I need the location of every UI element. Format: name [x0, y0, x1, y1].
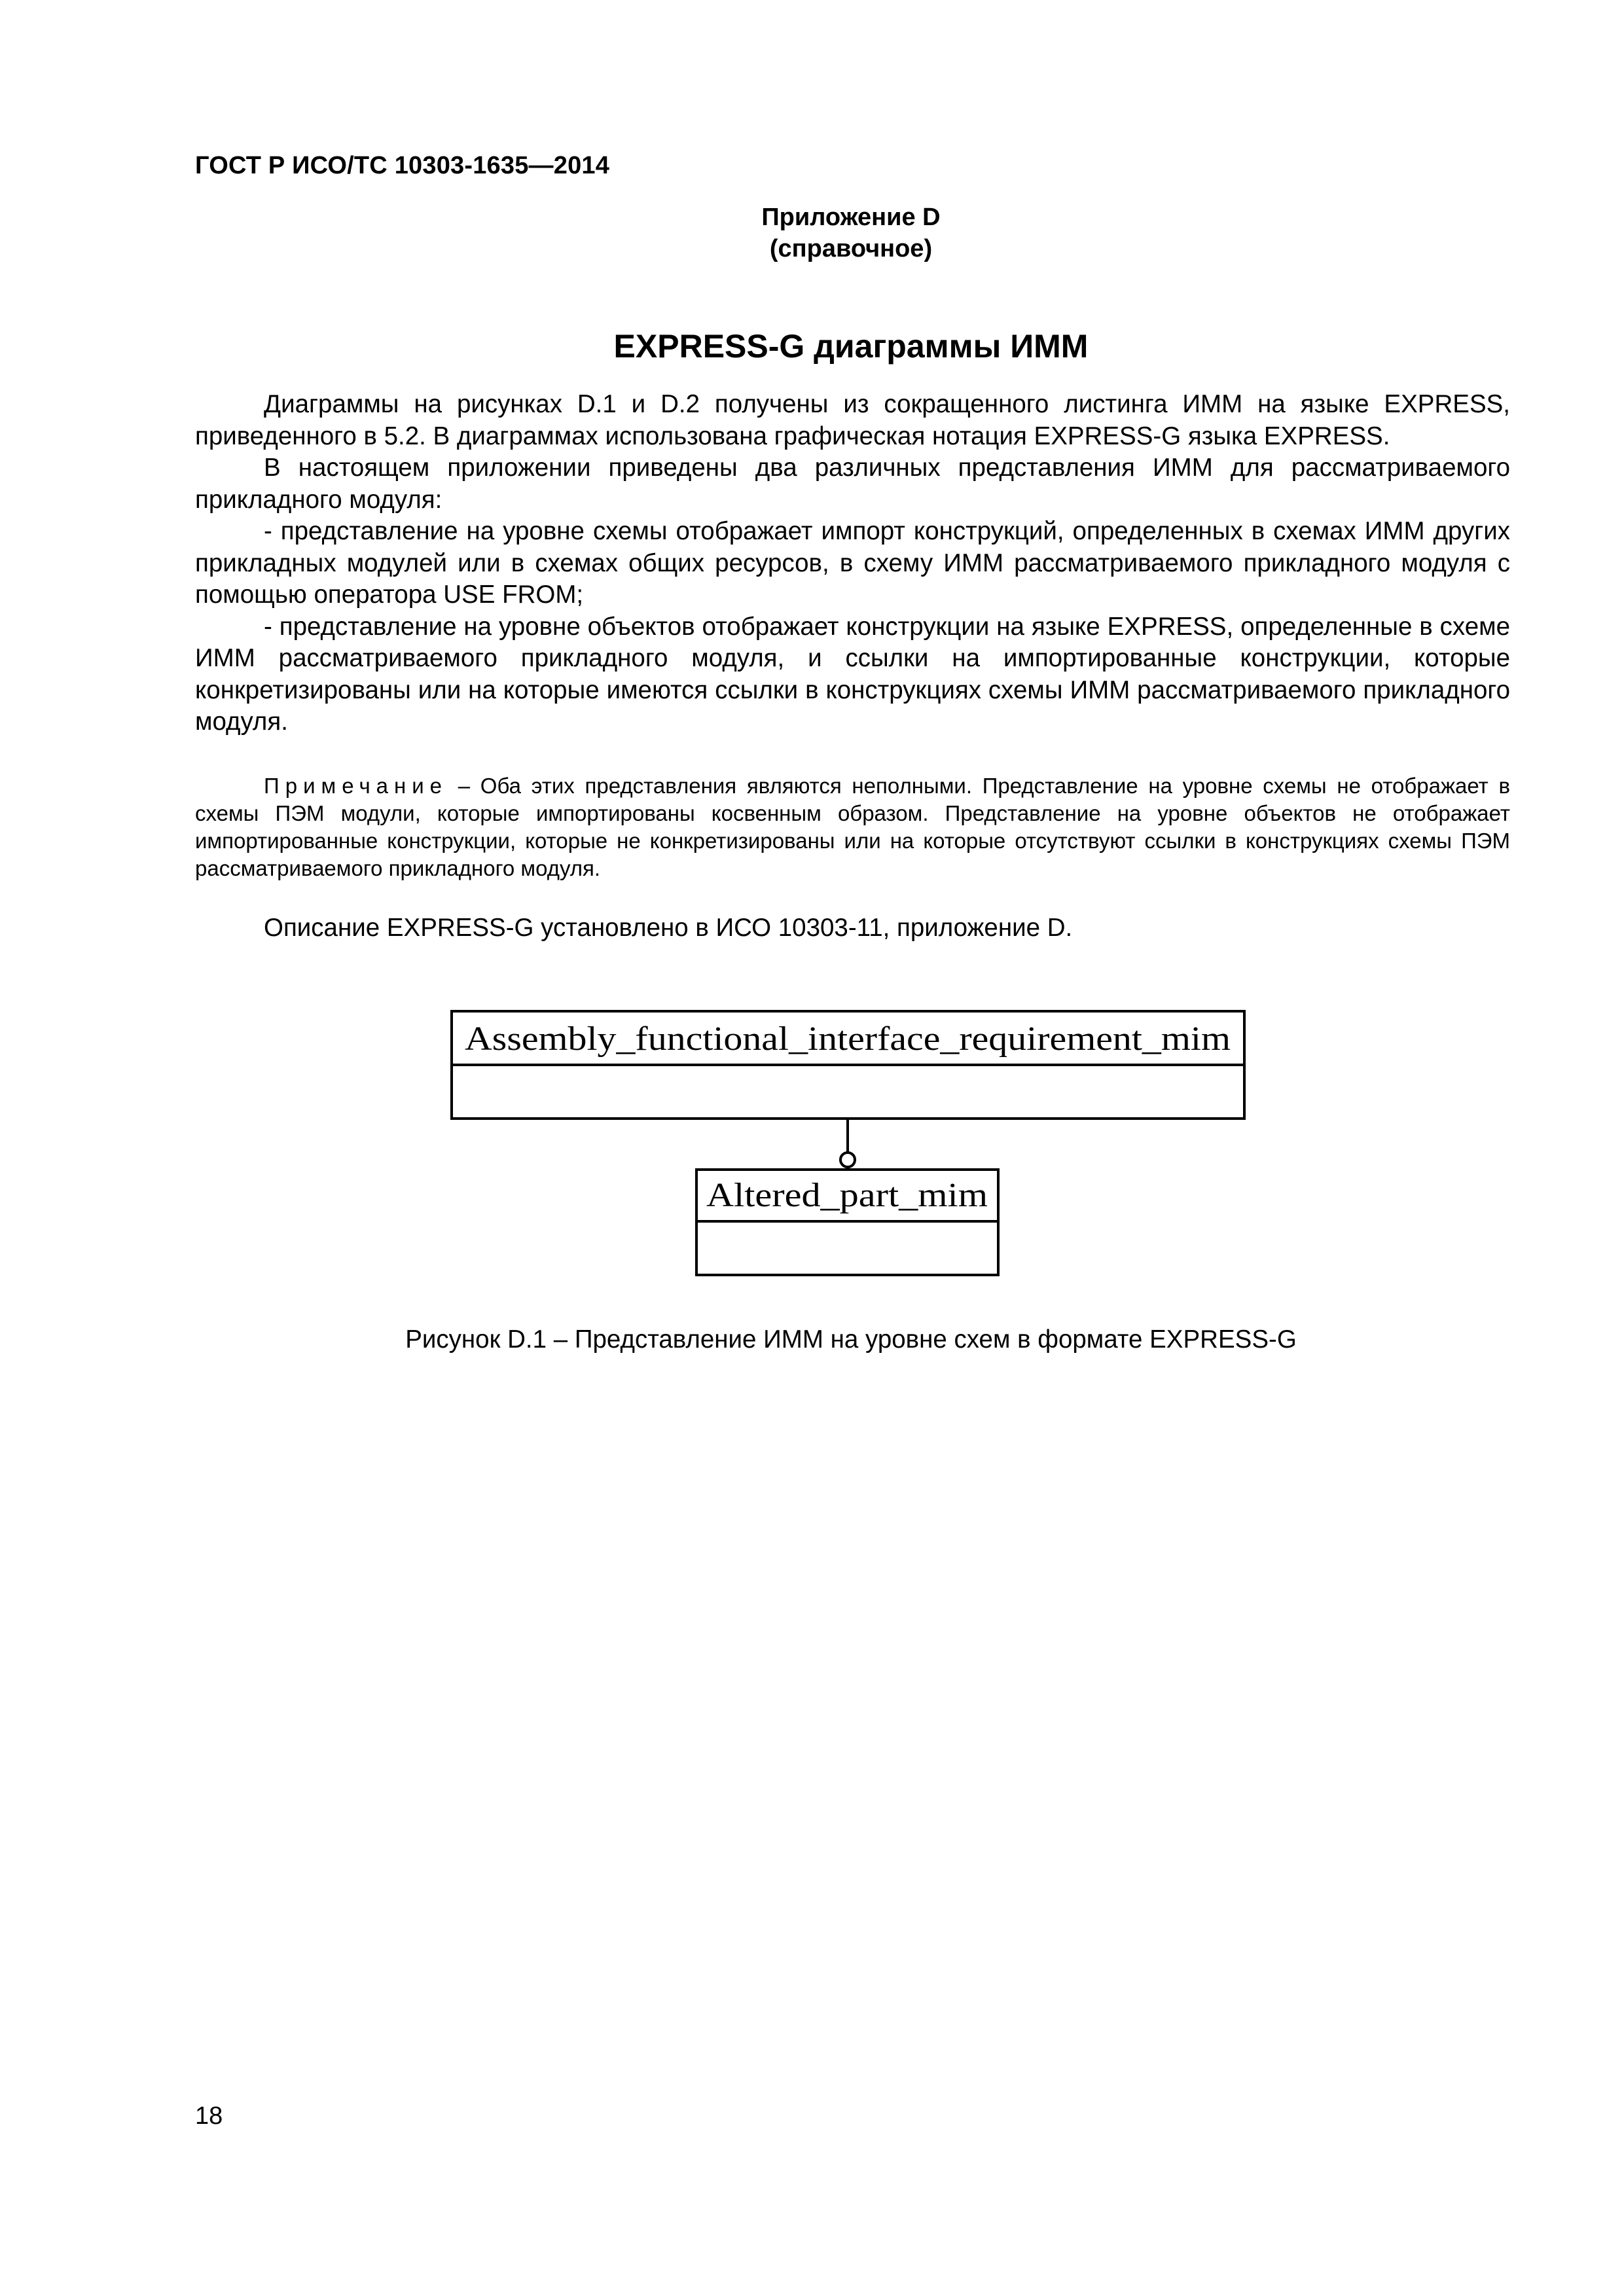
top-schema-box	[452, 1011, 1244, 1119]
note-label: Примечание	[264, 774, 448, 798]
top-schema-name: Assembly_functional_interface_requirement_mim	[465, 1020, 1231, 1058]
paragraph-1: Диаграммы на рисунках D.1 и D.2 получены из сокращенного листинга ИММ на языке EXPRESS, приведенного в 5.2. В диаграммах использована графическая нотация EXPRESS-G языка EXPRESS.	[195, 390, 1510, 450]
express-description: Описание EXPRESS-G установлено в ИСО 10303-11, приложение D.	[264, 914, 1073, 942]
body-text	[195, 389, 1510, 738]
connector-line	[840, 1119, 855, 1170]
paragraph-2: В настоящем приложении приведены два различных представления ИММ для рассматриваемого прикладного модуля:	[195, 454, 1510, 514]
document-header: ГОСТ Р ИСО/ТС 10303-1635—2014	[195, 152, 610, 179]
appendix-heading	[0, 202, 1624, 264]
note-text: Оба этих представления являются неполными. Представление на уровне схемы не отображает в схемы ПЭМ модули, которые импортированы косвенным образом. Представление на уровне объектов не отображает импортированные конструкции, которые не конкретизированы или на которые отсутствуют ссылки в конструкциях схемы ПЭМ рассматриваемого прикладного модуля.	[195, 774, 1510, 880]
appendix-type: (справочное)	[769, 235, 933, 262]
page-number: 18	[195, 2102, 223, 2130]
paragraph-4: - представление на уровне объектов отображает конструкции на языке EXPRESS, определенные в схеме ИММ рассматриваемого прикладного модуля, и ссылки на импортированные конструкции, которые конкретизированы или на которые имеются ссылки в конструкциях схемы ИММ рассматриваемого прикладного модуля.	[195, 612, 1510, 736]
appendix-label: Приложение D	[761, 204, 941, 231]
bottom-schema-box	[696, 1170, 998, 1275]
paragraph-3: - представление на уровне схемы отображает импорт конструкций, определенных в схемах ИММ других прикладных модулей или в схемах общих ресурсов, в схему ИММ рассматриваемого прикладного модуля с помощью оператора USE FROM;	[195, 517, 1510, 609]
bottom-schema-name: Altered_part_mim	[706, 1177, 988, 1214]
figure-caption: Рисунок D.1 – Представление ИММ на уровне схем в формате EXPRESS-G	[405, 1325, 1297, 1354]
note-dash: –	[458, 774, 471, 798]
use-from-circle-icon	[840, 1153, 855, 1167]
note	[195, 772, 1510, 882]
appendix-title: EXPRESS-G диаграммы ИММ	[613, 328, 1089, 365]
